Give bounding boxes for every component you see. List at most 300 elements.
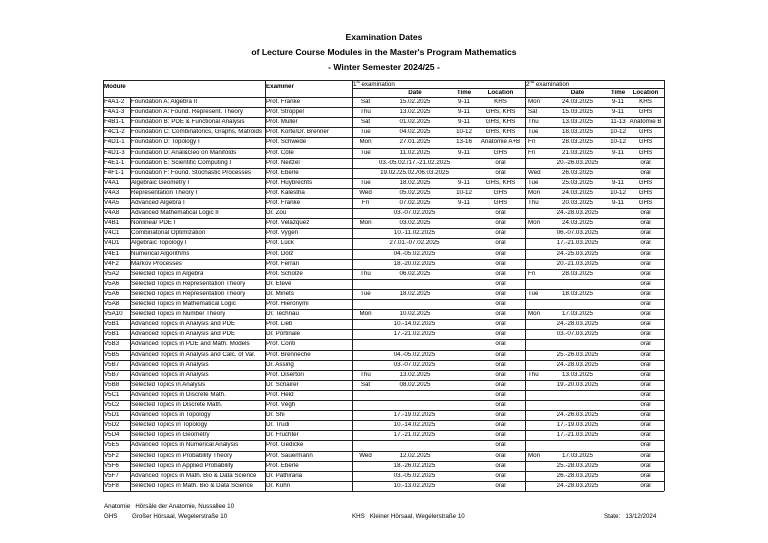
date-2-cell: 13.03.2025	[562, 371, 593, 378]
row-divider	[103, 158, 664, 159]
examiner-cell: Dr. Trudi	[266, 422, 290, 429]
location-2-cell: oral	[640, 391, 651, 398]
row-divider	[103, 370, 664, 371]
date-range-2-cell: 03.-07.03.2025	[556, 331, 599, 338]
module-name-cell: Advanced Topics in Discrete Math.	[131, 391, 226, 398]
location-2-cell: oral	[640, 432, 651, 439]
module-code-cell: V5A6	[104, 280, 120, 287]
date-2-cell: 25.03.2025	[562, 179, 593, 186]
date-range-1-cell: 19.02./25.02./06.03.2025	[380, 169, 449, 176]
module-name-cell: Advanced Topics in Analysis and Calc. of Var.	[131, 351, 256, 358]
location-2-cell: oral	[640, 361, 651, 368]
legend-khs: KHS Kleiner Hörsaal, Wegelerstraße 10	[352, 513, 465, 520]
module-code-cell: V4A1	[104, 179, 120, 186]
location-1-cell: oral	[495, 280, 506, 287]
module-code-cell: V4A5	[104, 200, 120, 206]
date-range-1-cell: 03.-05.02./17.-21.02.2025	[378, 159, 451, 166]
exam-table	[103, 80, 664, 491]
location-1-cell: oral	[495, 402, 506, 408]
date-range-2-cell: 24.-28.03.2025	[556, 210, 599, 217]
module-name-cell: Advanced Mathematical Logic II	[131, 210, 219, 217]
examiner-cell: Prof. Lieb	[266, 321, 293, 328]
location-2-cell: GHS	[638, 129, 653, 136]
weekday-1-cell: Thu	[360, 270, 371, 277]
module-code-cell: V5B7	[104, 361, 120, 368]
location-1-cell: GHS	[493, 200, 508, 206]
row-divider	[103, 117, 664, 118]
time-2-cell: 11-13	[610, 119, 626, 126]
legend-ghs-abbr: GHS	[104, 513, 118, 520]
time-2-cell: 9-11	[612, 109, 624, 116]
date-1-cell: 04.02.2025	[399, 129, 431, 136]
row-divider	[103, 420, 664, 421]
date-1-cell: 06.02.2025	[399, 270, 431, 277]
location-1-cell: oral	[495, 159, 506, 166]
date-range-2-cell: 25.-26.03.2025	[556, 351, 599, 358]
date-range-1-cell: 17.-19.02.2025	[393, 412, 436, 419]
time-1-cell: 13-16	[456, 139, 472, 146]
examiner-cell: Prof. Eberle	[266, 462, 299, 469]
examiner-cell: Prof. Schwede	[266, 139, 307, 146]
location-1-cell: GHS	[493, 189, 508, 196]
row-divider	[103, 259, 664, 260]
row-divider	[103, 97, 664, 98]
location-2-cell: GHS	[638, 189, 653, 196]
row-divider	[103, 481, 664, 482]
row-divider	[103, 148, 664, 149]
location-1-cell: Anatomie A+B	[480, 139, 521, 146]
module-code-cell: V5B8	[104, 381, 120, 388]
location-1-cell: oral	[495, 290, 506, 297]
location-1-cell: KHS	[494, 99, 507, 105]
date-2-cell: 13.03.2025	[562, 119, 593, 126]
location-1-cell: oral	[495, 422, 506, 429]
date-range-2-cell: 24.-26.03.2025	[556, 412, 599, 419]
weekday-1-cell: Tue	[360, 179, 371, 186]
date-range-2-cell: 17.-21.03.2025	[556, 240, 599, 247]
time-2-cell: 10-12	[610, 189, 626, 196]
examiner-cell: Prof. Held	[266, 391, 294, 398]
examiner-cell: Dr. Shi	[266, 412, 285, 419]
date-2-cell: 21.03.2025	[562, 149, 593, 156]
weekday-1-cell: Sat	[360, 381, 371, 388]
module-code-cell: V5F7	[104, 472, 119, 479]
weekday-2-cell: Tue	[528, 129, 539, 136]
location-1-cell: oral	[495, 311, 506, 318]
date-range-1-cell: 03.-05.02.2025	[393, 472, 436, 479]
module-code-cell: V4F2	[104, 260, 119, 267]
module-code-cell: F4A1-2	[104, 99, 125, 105]
module-code-cell: V5B5	[104, 351, 120, 358]
module-name-cell: Selected Topics in Probability Theory	[131, 452, 233, 459]
examiner-cell: Dr. Minets	[266, 290, 294, 297]
location-2-cell: oral	[640, 341, 651, 348]
row-divider	[103, 80, 664, 81]
weekday-2-cell: Thu	[528, 200, 539, 206]
module-code-cell: F4C1-2	[104, 129, 125, 136]
date-range-1-cell: 17.-21.02.2025	[393, 331, 436, 338]
module-name-cell: Selected Topics in Mathematical Logic	[131, 301, 236, 307]
time-1-cell: 9-11	[458, 149, 470, 156]
row-divider	[103, 461, 664, 462]
location-2-cell: oral	[640, 290, 651, 297]
location-1-cell: oral	[495, 260, 506, 267]
module-name-cell: Advanced Topics in Analysis and PDE	[131, 321, 236, 328]
date-1-cell: 15.02.2025	[399, 99, 431, 105]
row-divider	[103, 440, 664, 441]
header-examiner: Examiner	[266, 84, 294, 90]
location-1-cell: oral	[495, 472, 506, 479]
location-2-cell: oral	[640, 422, 651, 429]
time-1-cell: 9-11	[458, 99, 470, 105]
date-1-cell: 03.02.2025	[399, 220, 431, 227]
module-name-cell: Selected Topics in Applied Probability	[131, 462, 234, 469]
row-divider	[103, 339, 664, 340]
date-range-2-cell: 20.-21.03.2025	[556, 260, 599, 267]
module-name-cell: Advanced Topics in Analysis and PDE	[131, 331, 236, 338]
row-divider	[103, 471, 664, 472]
time-2-cell: 10-12	[610, 129, 626, 136]
date-1-cell: 12.02.2025	[399, 452, 431, 459]
date-2-cell: 24.03.2025	[562, 99, 593, 105]
time-1-cell: 10-12	[456, 189, 472, 196]
weekday-2-cell: Mon	[528, 189, 541, 196]
location-2-cell: GHS	[638, 109, 653, 116]
date-1-cell: 10.02.2025	[399, 311, 431, 318]
date-1-cell: 27.01.2025	[399, 139, 431, 146]
module-name-cell: Selected Topics in Representation Theory	[131, 280, 246, 287]
date-range-2-cell: 24.-28.03.2025	[556, 482, 599, 489]
date-range-1-cell: 10.-14.02.2025	[393, 321, 436, 328]
date-1-cell: 13.02.2025	[399, 371, 431, 378]
examiner-cell: Prof. Scholze	[266, 270, 303, 277]
module-code-cell: V5F8	[104, 482, 119, 489]
examiner-cell: Prof. Conti	[266, 341, 296, 348]
header-location-1: Location	[487, 90, 514, 96]
module-code-cell: V5B7	[104, 371, 120, 378]
date-range-1-cell: 10.-11.02.2025	[393, 230, 436, 237]
legend-anatomie: Anatomie Hörsäle der Anatomie, Nussallee 10	[104, 503, 235, 510]
date-1-cell: 18.02.2025	[399, 290, 431, 297]
weekday-2-cell: Mon	[528, 99, 541, 105]
row-divider	[103, 410, 664, 411]
header-module: Module	[104, 84, 126, 90]
row-divider	[103, 269, 664, 270]
column-divider	[525, 80, 526, 491]
module-name-cell: Foundation D: Topology I	[131, 139, 200, 146]
module-name-cell: Foundation D: Anal&Geo on Manifolds	[131, 149, 237, 156]
row-divider	[103, 360, 664, 361]
time-2-cell: 9-11	[612, 149, 624, 156]
location-1-cell: oral	[495, 250, 506, 257]
date-1-cell: 18.02.2025	[399, 179, 431, 186]
location-1-cell: GHS, KHS	[485, 129, 516, 136]
examiner-cell: Dr. Portinale	[266, 331, 301, 338]
examiner-cell: Dr. Zou	[266, 210, 287, 217]
time-1-cell: 9-11	[458, 109, 470, 116]
weekday-1-cell: Thu	[360, 371, 371, 378]
examiner-cell: Prof. Disertori	[266, 371, 304, 378]
date-2-cell: 18.03.2025	[562, 290, 593, 297]
module-name-cell: Markov Processes	[131, 260, 182, 267]
weekday-2-cell: Wed	[528, 169, 541, 176]
location-2-cell: GHS	[638, 179, 653, 186]
examiner-cell: Prof. Sauermann	[266, 452, 313, 459]
module-code-cell: V5F2	[104, 452, 119, 459]
weekday-1-cell: Fri	[361, 200, 370, 206]
examiner-cell: Prof. Végh	[266, 402, 296, 408]
examiner-cell: Dr. Kühn	[266, 482, 291, 489]
module-code-cell: V5A8	[104, 301, 120, 307]
header-divider	[352, 88, 664, 89]
examiner-cell: Prof. Hieronymi	[266, 301, 309, 307]
module-code-cell: F4A1-3	[104, 109, 125, 116]
column-divider	[352, 80, 353, 491]
row-divider	[103, 390, 664, 391]
row-divider	[103, 400, 664, 401]
location-1-cell: oral	[495, 230, 506, 237]
page-subtitle: of Lecture Course Modules in the Master's Program Mathematics	[251, 47, 517, 57]
module-code-cell: V5C1	[104, 391, 120, 398]
location-2-cell: oral	[640, 452, 651, 459]
date-range-1-cell: 27.01.-07.02.2025	[389, 240, 440, 247]
module-code-cell: V4A3	[104, 189, 120, 196]
time-2-cell: 10-12	[610, 139, 626, 146]
header-date-2: Date	[570, 90, 585, 96]
location-1-cell: oral	[495, 210, 506, 217]
location-2-cell: oral	[640, 270, 651, 277]
weekday-1-cell: Tue	[360, 129, 371, 136]
module-code-cell: V4B1	[104, 220, 120, 227]
location-1-cell: oral	[495, 442, 506, 449]
date-range-1-cell: 18.-26.02.2025	[393, 462, 436, 469]
location-1-cell: oral	[495, 220, 506, 227]
module-name-cell: Advanced Topics in Numerical Analysis	[131, 442, 239, 449]
module-name-cell: Foundation E: Scientific Computing I	[131, 159, 232, 166]
row-divider	[103, 137, 664, 138]
module-name-cell: Advanced Topics in Analysis	[131, 371, 209, 378]
date-range-1-cell: 03.-07.02.2025	[393, 210, 436, 217]
time-2-cell: 9-11	[612, 179, 624, 186]
location-2-cell: oral	[640, 260, 651, 267]
weekday-1-cell: Wed	[359, 189, 372, 196]
module-name-cell: Advanced Topics in Math. Bio & Data Science	[131, 472, 257, 479]
row-divider	[103, 279, 664, 280]
row-divider	[103, 238, 664, 239]
row-divider	[103, 451, 664, 452]
weekday-2-cell: Tue	[528, 179, 539, 186]
weekday-1-cell: Mon	[359, 220, 372, 227]
module-code-cell: V4E1	[104, 250, 120, 257]
date-2-cell: 28.03.2025	[562, 139, 593, 146]
weekday-2-cell: Mon	[528, 452, 541, 459]
location-1-cell: oral	[495, 391, 506, 398]
weekday-2-cell: Sat	[528, 109, 538, 116]
examiner-cell: Prof. Dölz	[266, 250, 294, 257]
module-code-cell: F4F1-1	[104, 169, 124, 176]
module-code-cell: F4E1-1	[104, 159, 125, 166]
weekday-1-cell: Thu	[360, 109, 371, 116]
module-code-cell: F4B1-1	[104, 119, 125, 126]
date-1-cell: 13.02.2025	[399, 109, 431, 116]
examiner-cell: Dr. Technau	[266, 311, 299, 318]
weekday-1-cell: Mon	[359, 311, 372, 318]
row-divider	[103, 430, 664, 431]
header-time-1: Time	[456, 90, 472, 96]
examiner-cell: Prof. Stroppel	[266, 109, 304, 116]
location-1-cell: oral	[495, 482, 506, 489]
location-2-cell: oral	[640, 321, 651, 328]
location-1-cell: oral	[495, 361, 506, 368]
header-first-exam: 1st examination	[353, 80, 395, 89]
row-divider	[103, 309, 664, 310]
module-name-cell: Foundation B: PDE & Functional Analysis	[131, 119, 245, 126]
location-2-cell: oral	[640, 412, 651, 419]
examiner-cell: Prof. Franke	[266, 200, 301, 206]
module-code-cell: V5A10	[104, 311, 123, 318]
row-divider	[103, 228, 664, 229]
location-1-cell: oral	[495, 462, 506, 469]
module-name-cell: Algebraic Geometry I	[131, 179, 190, 186]
examiner-cell: Prof. Kalestha	[266, 189, 305, 196]
row-divider	[103, 491, 664, 492]
weekday-1-cell: Sat	[360, 119, 371, 126]
location-1-cell: oral	[495, 432, 506, 439]
time-2-cell: 9-11	[612, 99, 624, 105]
date-range-2-cell: 06.-07.03.2025	[556, 230, 599, 237]
date-range-1-cell: 17.-21.02.2025	[393, 432, 436, 439]
examiner-cell: Prof. Müller	[266, 119, 298, 126]
module-code-cell: V5B1	[104, 331, 120, 338]
location-2-cell: oral	[640, 250, 651, 257]
location-1-cell: oral	[495, 331, 506, 338]
row-divider	[103, 380, 664, 381]
row-divider	[103, 350, 664, 351]
date-1-cell: 07.02.2025	[399, 200, 431, 206]
location-2-cell: oral	[640, 210, 651, 217]
date-2-cell: 20.03.2025	[562, 200, 593, 206]
column-divider	[103, 80, 104, 491]
page-title: Examination Dates	[345, 32, 423, 42]
module-code-cell: V5D2	[104, 422, 120, 429]
weekday-2-cell: Mon	[528, 311, 541, 318]
module-name-cell: Numerical Algorithms	[131, 250, 190, 257]
examiner-cell: Prof. Eberle	[266, 169, 299, 176]
row-divider	[103, 249, 664, 250]
location-1-cell: oral	[495, 341, 506, 348]
module-code-cell: V5B1	[104, 321, 120, 328]
examiner-cell: Prof. Brenneche	[266, 351, 311, 358]
date-range-2-cell: 24.-28.03.2025	[556, 361, 599, 368]
row-divider	[103, 107, 664, 108]
module-code-cell: V5D4	[104, 432, 120, 439]
examiner-cell: Dr. Assing	[266, 361, 294, 368]
location-1-cell: oral	[495, 270, 506, 277]
row-divider	[103, 127, 664, 128]
module-code-cell: V5E5	[104, 442, 120, 449]
row-divider	[103, 299, 664, 300]
module-name-cell: Algebraic Topology I	[131, 240, 187, 247]
module-code-cell: V4D1	[104, 240, 120, 247]
column-divider	[664, 80, 665, 491]
location-2-cell: oral	[640, 159, 651, 166]
module-name-cell: Advanced Algebra I	[131, 200, 185, 206]
location-2-cell: oral	[640, 169, 651, 176]
date-range-1-cell: 04.-05.02.2025	[393, 250, 436, 257]
weekday-2-cell: Thu	[528, 371, 539, 378]
location-1-cell: GHS	[493, 149, 508, 156]
location-2-cell: oral	[640, 402, 651, 408]
date-range-1-cell: 18.-20.02.2025	[393, 260, 436, 267]
module-name-cell: Combinatorial Optimization	[131, 230, 206, 237]
location-2-cell: oral	[640, 462, 651, 469]
module-code-cell: V5D1	[104, 412, 120, 419]
row-divider	[103, 168, 664, 169]
module-code-cell: V5B3	[104, 341, 120, 348]
examiner-cell: Prof. Côté	[266, 149, 294, 156]
location-2-cell: oral	[640, 381, 651, 388]
module-name-cell: Advanced Topics in Topology	[131, 412, 211, 419]
module-code-cell: V5F6	[104, 462, 119, 469]
location-2-cell: oral	[640, 351, 651, 358]
date-2-cell: 17.03.2025	[562, 311, 593, 318]
module-name-cell: Advanced Topics in Analysis	[131, 361, 209, 368]
module-name-cell: Selected Topics in Geometry	[131, 432, 210, 439]
code-column-divider	[130, 97, 131, 491]
date-range-2-cell: 17.-21.03.2025	[556, 432, 599, 439]
weekday-2-cell: Tue	[528, 290, 539, 297]
row-divider	[103, 319, 664, 320]
location-1-cell: oral	[495, 452, 506, 459]
date-1-cell: 05.02.2025	[399, 189, 431, 196]
location-1-cell: oral	[495, 169, 506, 176]
examiner-cell: Dr. Fruchter	[266, 432, 299, 439]
weekday-1-cell: Tue	[360, 149, 371, 156]
examiner-cell: Prof. Gedicke	[266, 442, 304, 449]
time-1-cell: 9-11	[458, 200, 470, 206]
row-divider	[103, 198, 664, 199]
weekday-1-cell: Mon	[359, 139, 372, 146]
module-name-cell: Selected Topics in Algebra	[131, 270, 204, 277]
weekday-1-cell: Sat	[360, 99, 371, 105]
weekday-2-cell: Mon	[528, 220, 541, 227]
examiner-cell: Prof. Huybrechts	[266, 179, 313, 186]
date-range-1-cell: 10.-13.02.2025	[393, 482, 436, 489]
date-range-1-cell: 03.-07.02.2025	[393, 361, 436, 368]
location-2-cell: KHS	[639, 99, 652, 105]
time-1-cell: 9-11	[458, 119, 470, 126]
row-divider	[103, 188, 664, 189]
module-name-cell: Selected Topics in Discrete Math.	[131, 402, 223, 408]
module-code-cell: V4A8	[104, 210, 120, 217]
date-1-cell: 11.02.2025	[399, 149, 431, 156]
location-1-cell: oral	[495, 240, 506, 247]
module-name-cell: Representation Theory I	[131, 189, 198, 196]
date-range-2-cell: 26.-28.03.2025	[556, 472, 599, 479]
weekday-1-cell: Wed	[359, 452, 372, 459]
location-2-cell: oral	[640, 442, 651, 449]
semester-title: - Winter Semester 2024/25 -	[328, 62, 440, 72]
header-location-2: Location	[632, 90, 659, 96]
module-name-cell: Foundation A: Found. Represent. Theory	[131, 109, 244, 116]
location-2-cell: oral	[640, 331, 651, 338]
module-name-cell: Selected Topics in Topology	[131, 422, 208, 429]
date-range-1-cell: 10.-14.02.2025	[393, 422, 436, 429]
date-2-cell: 17.03.2025	[562, 452, 593, 459]
module-name-cell: Advanced Topics in PDE and Math. Models	[131, 341, 250, 348]
header-second-exam: 2nd examination	[526, 80, 570, 89]
date-range-2-cell: 24.-25.03.2025	[556, 250, 599, 257]
